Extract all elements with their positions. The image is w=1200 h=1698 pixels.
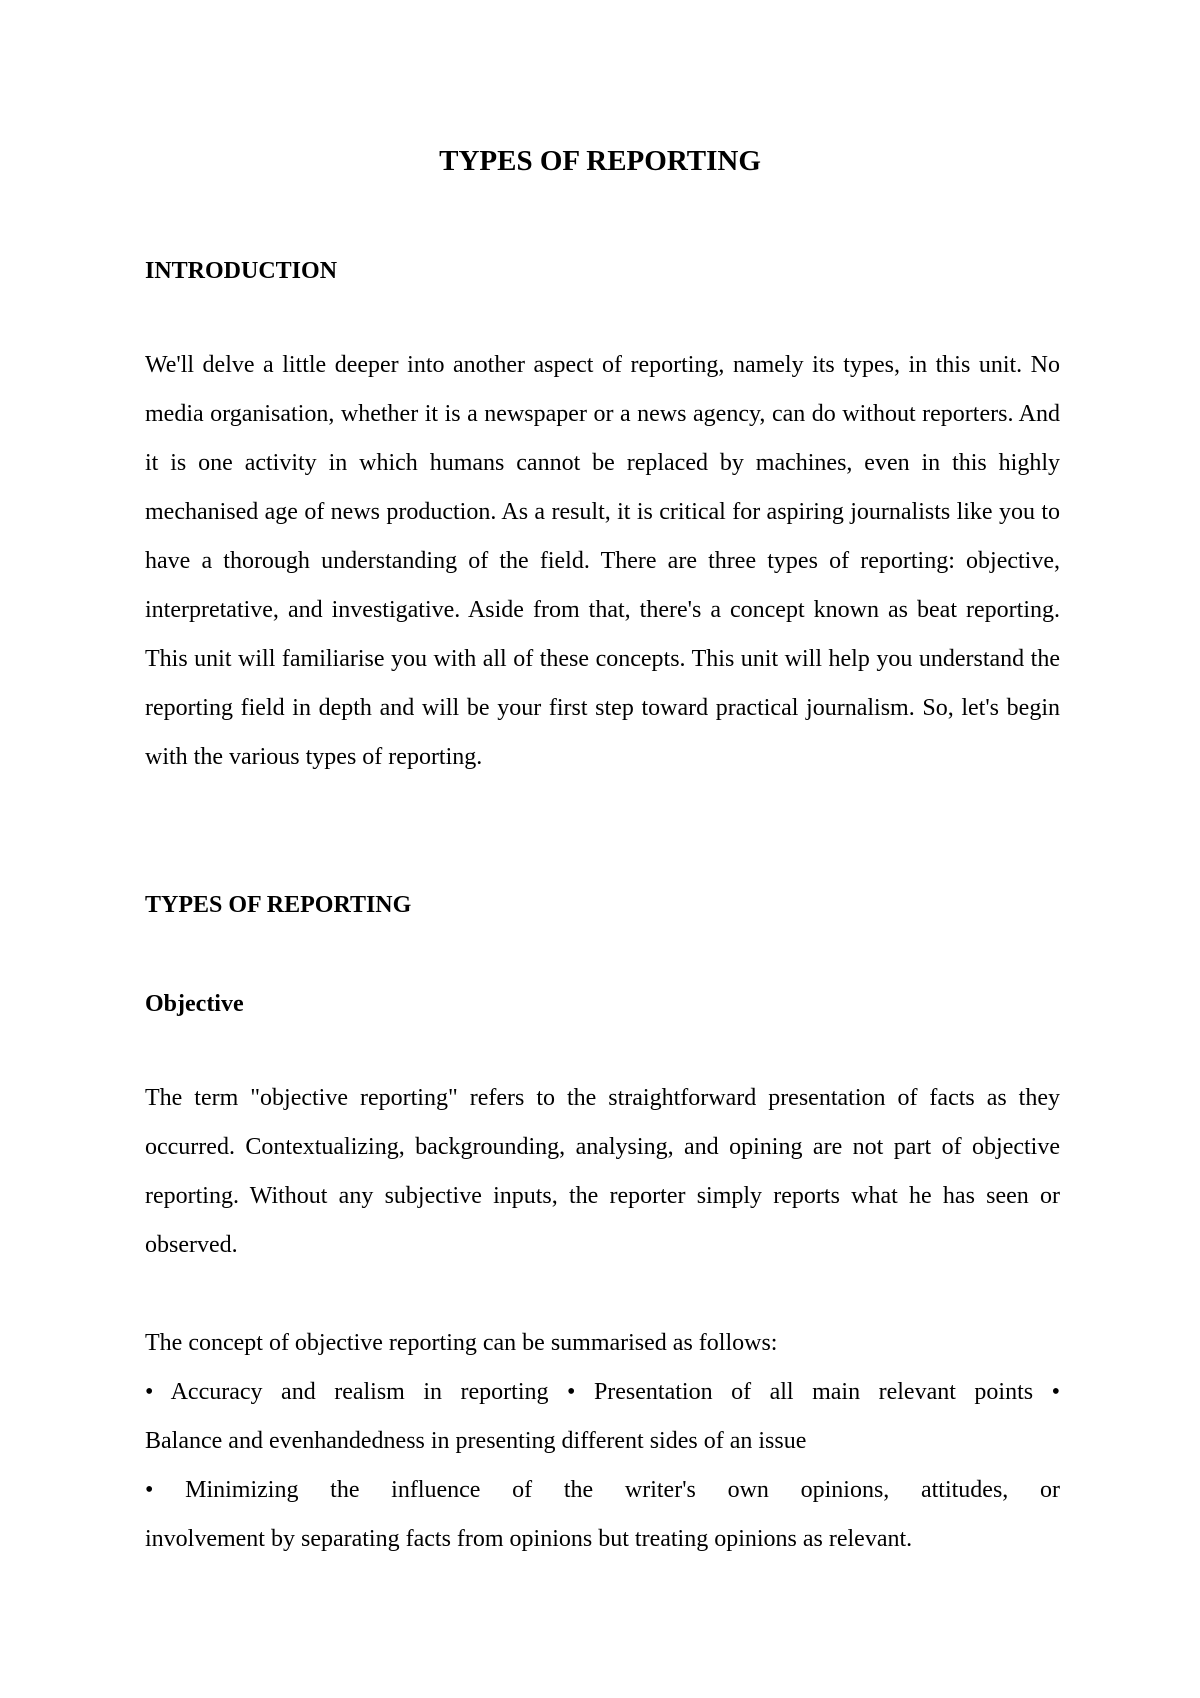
objective-heading: Objective <box>145 991 244 1017</box>
summary-line-4: involvement by separating facts from opinions but treating opinions as relevant. <box>145 1526 913 1552</box>
summary-intro: The concept of objective reporting can be summarised as follows: <box>145 1330 778 1356</box>
types-of-reporting-heading: TYPES OF REPORTING <box>145 892 412 918</box>
introduction-heading: INTRODUCTION <box>145 258 338 284</box>
document-title: TYPES OF REPORTING <box>439 145 761 177</box>
objective-summary <box>145 1319 1060 1564</box>
objective-paragraph: The term "objective reporting" refers to the straightforward presentation of facts as they occurred. Contextualizing, backgrounding, analysing, and opining are not part of objective reporting. Without any subjective inputs, the reporter simply reports what he has seen or observed. <box>145 1085 1060 1258</box>
summary-line-1: • Accuracy and realism in reporting • Presentation of all main relevant points • <box>145 1379 1060 1405</box>
summary-line-3: • Minimizing the influence of the writer's own opinions, attitudes, or <box>145 1477 1060 1503</box>
summary-line-2: Balance and evenhandedness in presenting different sides of an issue <box>145 1428 807 1454</box>
introduction-paragraph: We'll delve a little deeper into another aspect of reporting, namely its types, in this unit. No media organisation, whether it is a newspaper or a news agency, can do without reporters. And it is one activity in which humans cannot be replaced by machines, even in this highly mechanised age of news production. As a result, it is critical for aspiring journalists like you to have a thorough understanding of the field. There are three types of reporting: objective, interpretative, and investigative. Aside from that, there's a concept known as beat reporting. This unit will familiarise you with all of these concepts. This unit will help you understand the reporting field in depth and will be your first step toward practical journalism. So, let's begin with the various types of reporting. <box>145 352 1060 770</box>
